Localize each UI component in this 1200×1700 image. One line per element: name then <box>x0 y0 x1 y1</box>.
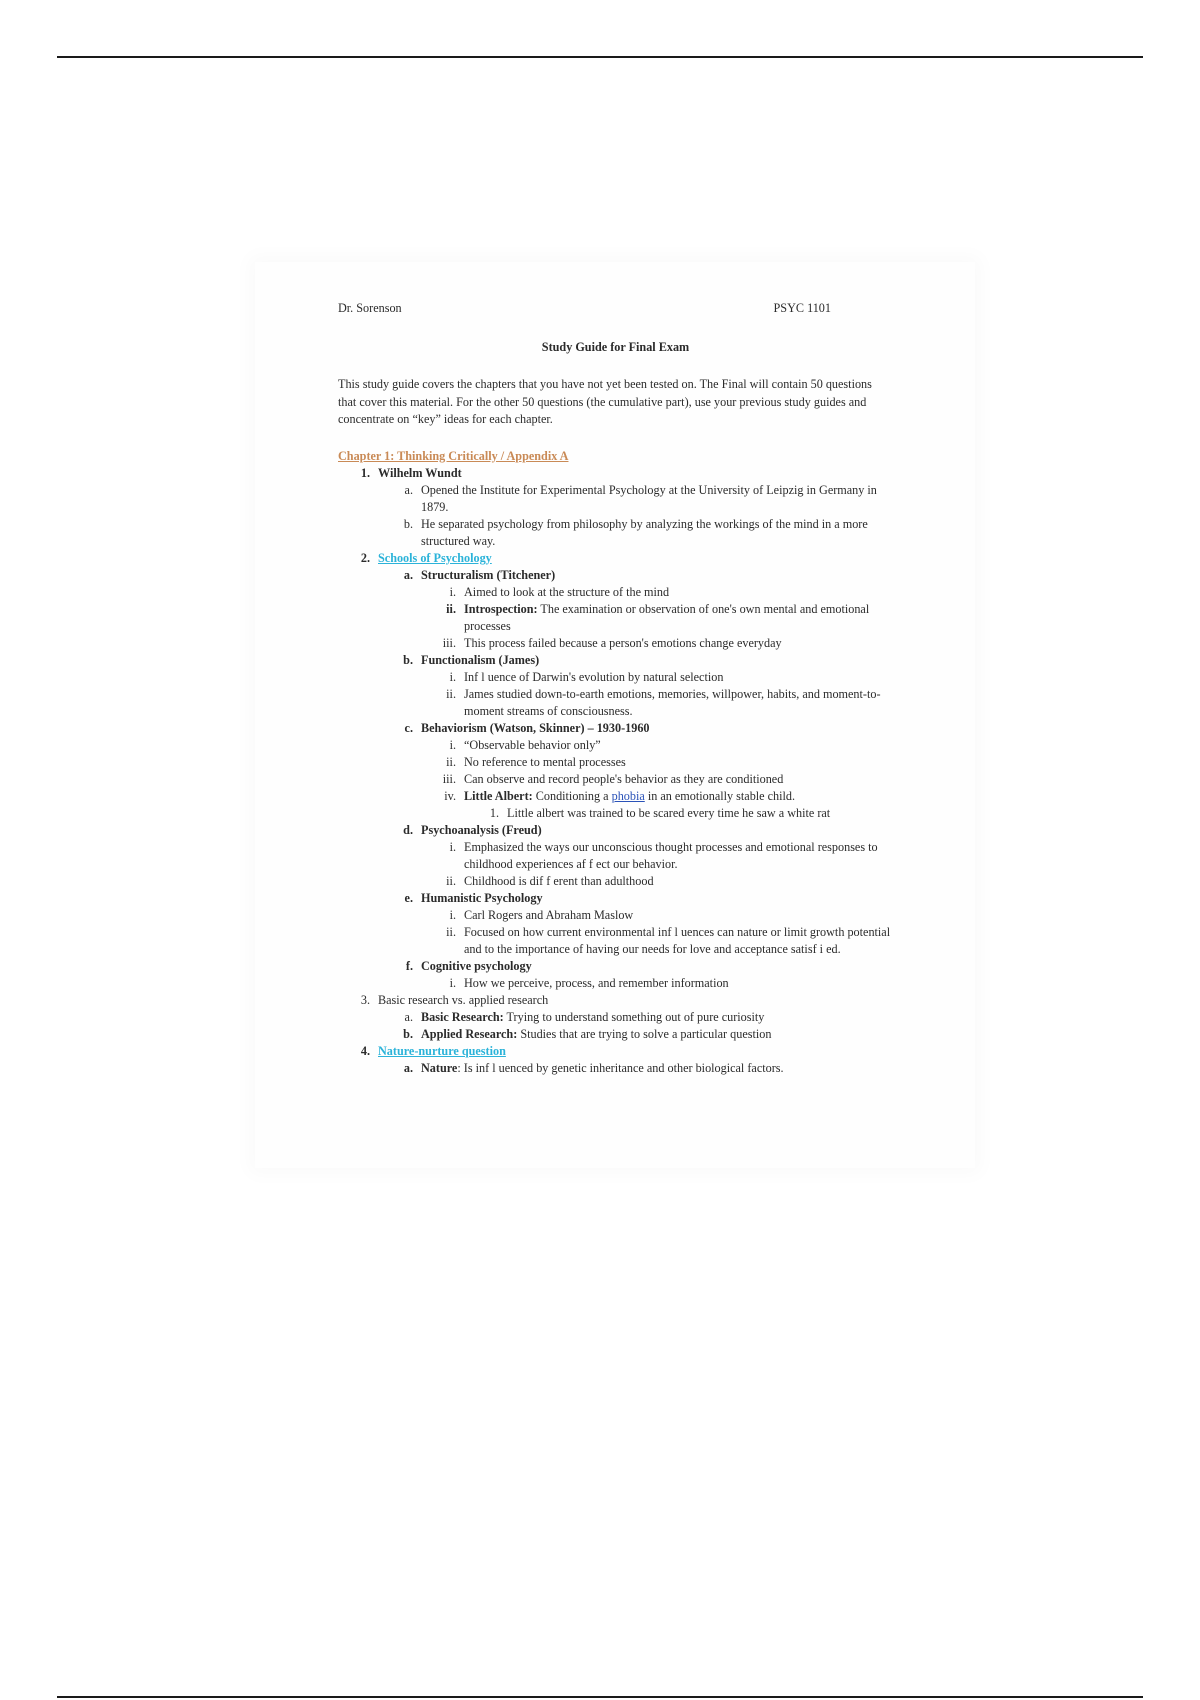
term-label: Introspection: <box>464 601 538 616</box>
list-marker: a. <box>404 1009 413 1024</box>
list-text: Little albert was trained to be scared every time he saw a white rat <box>507 805 831 820</box>
subsection-title: Humanistic Psychology <box>421 890 543 905</box>
list-item <box>338 890 893 907</box>
list-marker: f. <box>405 958 413 973</box>
bottom-rule <box>57 1696 1143 1698</box>
list-item <box>338 465 893 482</box>
list-marker: i. <box>449 975 456 990</box>
section-title: Basic research vs. applied research <box>378 992 549 1007</box>
list-text: Studies that are trying to solve a particular question <box>517 1026 772 1041</box>
list-item <box>338 635 893 652</box>
list-text: Inf l uence of Darwin's evolution by natural selection <box>464 669 724 684</box>
list-marker: i. <box>449 839 456 854</box>
list-item <box>338 669 893 686</box>
list-item <box>338 516 893 550</box>
list-text: How we perceive, process, and remember information <box>464 975 729 990</box>
list-text: Carl Rogers and Abraham Maslow <box>464 907 634 922</box>
list-text: Focused on how current environmental inf l uences can nature or limit growth potential and to the importance of having our needs for love and acceptance satisf i ed. <box>464 924 891 956</box>
list-marker: iii. <box>442 635 456 650</box>
list-text: Childhood is dif f erent than adulthood <box>464 873 654 888</box>
subsection-title: Cognitive psychology <box>421 958 532 973</box>
list-marker: 4. <box>360 1043 370 1058</box>
list-item <box>338 924 893 958</box>
subsection-title: Functionalism (James) <box>421 652 540 667</box>
list-item <box>338 686 893 720</box>
subsection-title: Psychoanalysis (Freud) <box>421 822 542 837</box>
subsection-title: Behaviorism (Watson, Skinner) – 1930-1960 <box>421 720 650 735</box>
term-label: Applied Research: <box>421 1026 518 1041</box>
list-item <box>338 601 893 635</box>
term-label: Nature <box>421 1060 458 1075</box>
list-text: The examination or observation of one's own mental and emotional processes <box>464 601 870 633</box>
list-text: Emphasized the ways our unconscious thought processes and emotional responses to childhood experiences af f ect our behavior. <box>464 839 878 871</box>
list-marker: 3. <box>360 992 370 1007</box>
list-marker: ii. <box>446 601 456 616</box>
section-title: Wilhelm Wundt <box>378 465 462 480</box>
list-text: : Is inf l uenced by genetic inheritance and other biological factors. <box>457 1060 784 1075</box>
list-marker: ii. <box>446 754 456 769</box>
list-marker: c. <box>404 720 413 735</box>
list-item <box>338 805 893 822</box>
list-item <box>338 737 893 754</box>
subsection-title: Structuralism (Titchener) <box>421 567 556 582</box>
list-item <box>338 754 893 771</box>
list-text: “Observable behavior only” <box>464 737 601 752</box>
list-text: No reference to mental processes <box>464 754 626 769</box>
list-item <box>338 550 893 567</box>
nature-nurture-link[interactable]: Nature-nurture question <box>378 1043 506 1058</box>
list-marker: b. <box>403 516 413 531</box>
list-marker: 2. <box>360 550 370 565</box>
list-marker: i. <box>449 584 456 599</box>
list-marker: a. <box>403 1060 413 1075</box>
list-marker: b. <box>403 652 413 667</box>
list-marker: i. <box>449 907 456 922</box>
list-text: Trying to understand something out of pure curiosity <box>503 1009 765 1024</box>
list-item <box>338 788 893 805</box>
list-marker: a. <box>404 482 413 497</box>
term-label: Little Albert: <box>464 788 533 803</box>
instructor-name: Dr. Sorenson <box>338 301 402 315</box>
list-item <box>338 839 893 873</box>
document-page <box>255 262 975 1168</box>
list-marker: i. <box>449 669 456 684</box>
list-marker: ii. <box>446 924 456 939</box>
list-item <box>338 975 893 992</box>
list-item <box>338 1060 893 1077</box>
list-item <box>338 1009 893 1026</box>
list-item <box>338 652 893 669</box>
list-text: Opened the Institute for Experimental Psychology at the University of Leipzig in Germany in 1879. <box>421 482 877 514</box>
chapter-heading: Chapter 1: Thinking Critically / Appendix A <box>338 448 569 463</box>
list-text: James studied down-to-earth emotions, memories, willpower, habits, and moment-to-moment streams of consciousness. <box>464 686 881 718</box>
list-marker: ii. <box>446 686 456 701</box>
list-item <box>338 822 893 839</box>
list-item <box>338 958 893 975</box>
list-marker: i. <box>449 737 456 752</box>
list-marker: b. <box>403 1026 413 1041</box>
list-item <box>338 584 893 601</box>
term-label: Basic Research: <box>421 1009 504 1024</box>
list-item <box>338 873 893 890</box>
list-item <box>338 771 893 788</box>
list-text: This process failed because a person's emotions change everyday <box>464 635 782 650</box>
list-marker: a. <box>403 567 413 582</box>
top-rule <box>57 56 1143 58</box>
list-text: Aimed to look at the structure of the mind <box>464 584 670 599</box>
list-marker: iii. <box>442 771 456 786</box>
list-marker: 1. <box>489 805 499 820</box>
list-text: in an emotionally stable child. <box>644 788 796 803</box>
list-item <box>338 482 893 516</box>
list-marker: ii. <box>446 873 456 888</box>
list-text: He separated psychology from philosophy by analyzing the workings of the mind in a more structured way. <box>421 516 868 548</box>
phobia-link[interactable]: phobia <box>611 788 645 803</box>
list-item <box>338 907 893 924</box>
intro-paragraph: This study guide covers the chapters that you have not yet been tested on. The Final will contain 50 questions that cover this material. For the other 50 questions (the cumulative part), use your previous study guides and concentrate on “key” ideas for each chapter. <box>338 377 872 426</box>
document-title: Study Guide for Final Exam <box>541 340 690 354</box>
list-marker: e. <box>404 890 413 905</box>
list-item <box>338 1026 893 1043</box>
list-item <box>338 567 893 584</box>
list-item <box>338 992 893 1009</box>
document-content <box>338 300 893 1077</box>
page-header <box>338 300 893 317</box>
list-text: Conditioning a <box>532 788 612 803</box>
list-item <box>338 720 893 737</box>
list-text: Can observe and record people's behavior as they are conditioned <box>464 771 784 786</box>
list-marker: iv. <box>444 788 456 803</box>
schools-of-psychology-link[interactable]: Schools of Psychology <box>378 550 492 565</box>
list-marker: d. <box>403 822 413 837</box>
list-item <box>338 1043 893 1060</box>
list-marker: 1. <box>360 465 370 480</box>
course-code: PSYC 1101 <box>773 301 831 315</box>
